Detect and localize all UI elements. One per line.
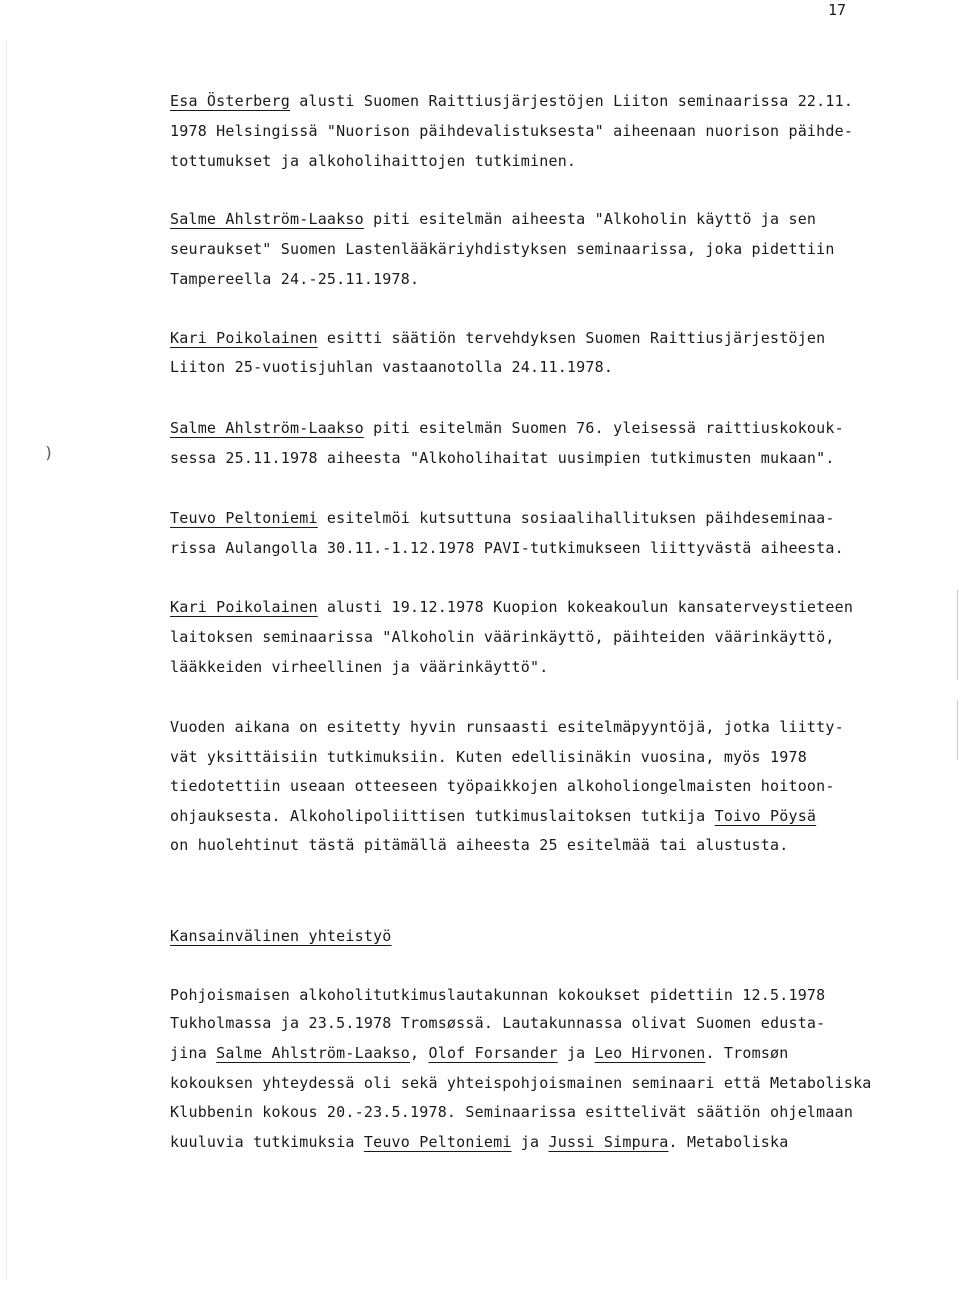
text-line xyxy=(170,121,853,141)
text-segment: piti esitelmän aiheesta "Alkoholin käyttö ja sen xyxy=(363,210,817,228)
text-line xyxy=(170,91,853,111)
underlined-name: Esa Österberg xyxy=(170,92,290,110)
text-line xyxy=(170,627,835,647)
underlined-name: Teuvo Peltoniemi xyxy=(363,1133,512,1151)
text-segment: alusti 19.12.1978 Kuopion kokeakoulun kansaterveystieteen xyxy=(317,598,854,616)
underlined-name: Olof Forsander xyxy=(428,1044,558,1062)
underlined-name: Salme Ahlström-Laakso xyxy=(170,210,364,228)
text-segment: Klubbenin kokous 20.-23.5.1978. Seminaarissa esittelivät säätiön ohjelmaan xyxy=(170,1103,854,1121)
right-scan-rule xyxy=(957,590,958,680)
text-line xyxy=(170,597,853,617)
text-segment: Tampereella 24.-25.11.1978. xyxy=(170,270,420,288)
text-segment: vät yksittäisiin tutkimuksiin. Kuten edellisinäkin vuosina, myös 1978 xyxy=(170,748,807,766)
text-segment: Tukholmassa ja 23.5.1978 Tromsøssä. Lautakunnassa olivat Suomen edusta- xyxy=(170,1014,826,1032)
right-scan-rule xyxy=(957,700,958,760)
text-line xyxy=(170,985,825,1005)
text-segment: tottumukset ja alkoholihaittojen tutkiminen. xyxy=(170,152,577,170)
text-line xyxy=(170,418,844,438)
underlined-name: Kari Poikolainen xyxy=(170,598,318,616)
text-line xyxy=(170,657,548,677)
text-line xyxy=(170,717,844,737)
text-segment: Liiton 25-vuotisjuhlan vastaanotolla 24.11.1978. xyxy=(170,358,614,376)
text-segment: Vuoden aikana on esitetty hyvin runsaasti esitelmäpyyntöjä, jotka liitty- xyxy=(170,718,844,736)
text-line xyxy=(170,926,392,946)
text-line xyxy=(170,239,835,259)
text-line xyxy=(170,747,807,767)
underlined-name: Jussi Simpura xyxy=(548,1133,669,1151)
text-line xyxy=(170,328,825,348)
text-line xyxy=(170,209,816,229)
text-segment: esitti säätiön tervehdyksen Suomen Raittiusjärjestöjen xyxy=(317,329,826,347)
text-line xyxy=(170,776,835,796)
text-segment: laitoksen seminaarissa "Alkoholin väärinkäyttö, päihteiden väärinkäyttö, xyxy=(170,628,835,646)
text-segment: lääkkeiden virheellinen ja väärinkäyttö". xyxy=(170,658,549,676)
text-segment: Pohjoismaisen alkoholitutkimuslautakunnan kokoukset pidettiin 12.5.1978 xyxy=(170,986,826,1004)
text-segment: esitelmöi kutsuttuna sosiaalihallituksen päihdeseminaa- xyxy=(317,509,835,527)
text-segment: on huolehtinut tästä pitämällä aiheesta 25 esitelmää tai alustusta. xyxy=(170,836,789,854)
text-segment: rissa Aulangolla 30.11.-1.12.1978 PAVI-tutkimukseen liittyvästä aiheesta. xyxy=(170,539,844,557)
text-segment: kokouksen yhteydessä oli sekä yhteispohjoismainen seminaari että Metaboliska xyxy=(170,1074,872,1092)
text-line xyxy=(170,538,844,558)
text-segment: , xyxy=(410,1044,429,1062)
underlined-name: Kansainvälinen yhteistyö xyxy=(170,927,392,945)
text-segment: piti esitelmän Suomen 76. yleisessä raittiuskokouk- xyxy=(363,419,844,437)
text-line xyxy=(170,1043,789,1063)
text-segment: jina xyxy=(170,1044,217,1062)
underlined-name: Salme Ahlström-Laakso xyxy=(216,1044,411,1062)
underlined-name: Leo Hirvonen xyxy=(594,1044,706,1062)
underlined-name: Teuvo Peltoniemi xyxy=(170,509,318,527)
text-line xyxy=(170,448,835,468)
left-scan-rule xyxy=(6,40,7,1280)
text-line xyxy=(170,1073,872,1093)
text-line xyxy=(170,269,419,289)
text-segment: sessa 25.11.1978 aiheesta "Alkoholihaitat uusimpien tutkimusten mukaan". xyxy=(170,449,835,467)
text-line xyxy=(170,151,576,171)
text-line xyxy=(170,806,816,826)
text-segment: ohjauksesta. Alkoholipoliittisen tutkimuslaitoksen tutkija xyxy=(170,807,715,825)
text-segment: 1978 Helsingissä "Nuorison päihdevalistuksesta" aiheenaan nuorison päihde- xyxy=(170,122,854,140)
text-segment: ja xyxy=(511,1133,549,1151)
text-segment: kuuluvia tutkimuksia xyxy=(170,1133,364,1151)
text-segment: . Metaboliska xyxy=(668,1133,789,1151)
text-segment: alusti Suomen Raittiusjärjestöjen Liiton seminaarissa 22.11. xyxy=(290,92,854,110)
underlined-name: Salme Ahlström-Laakso xyxy=(170,419,364,437)
text-segment: tiedotettiin useaan otteeseen työpaikkojen alkoholiongelmaisten hoitoon- xyxy=(170,777,835,795)
text-segment: seuraukset" Suomen Lastenlääkäriyhdistyksen seminaarissa, joka pidettiin xyxy=(170,240,835,258)
underlined-name: Toivo Pöysä xyxy=(714,807,817,825)
text-line xyxy=(170,1013,825,1033)
text-line xyxy=(170,357,613,377)
text-line xyxy=(170,508,835,528)
text-segment: . Tromsøn xyxy=(705,1044,789,1062)
text-line xyxy=(170,835,788,855)
page-number: 17 xyxy=(828,1,847,19)
text-line xyxy=(170,1102,853,1122)
text-line xyxy=(170,1132,789,1152)
text-segment: ja xyxy=(557,1044,595,1062)
margin-mark: ) xyxy=(44,443,54,462)
underlined-name: Kari Poikolainen xyxy=(170,329,318,347)
